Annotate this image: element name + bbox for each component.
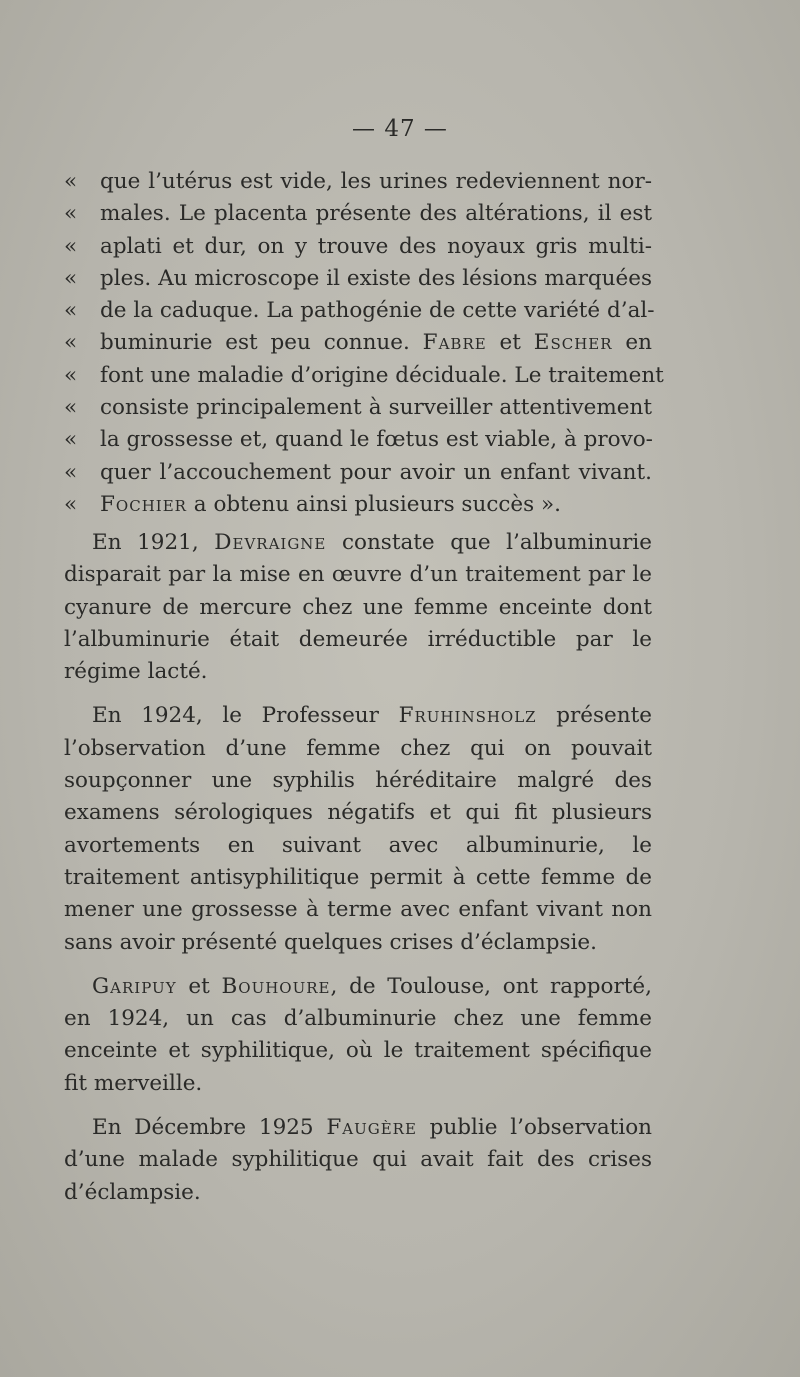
paragraph: Garipuy et Bouhoure, de Toulouse, ont rapporté, en 1924, un cas d’albuminurie chez une femme enceinte et syphilitique, où le traitement spécifique fit merveille. — [64, 973, 652, 1096]
quote-mark: « — [64, 427, 78, 453]
quote-line: « la grossesse et, quand le fœtus est viable, à provo- — [64, 424, 652, 456]
author-name: Faugère — [326, 1115, 417, 1141]
quote-line: « quer l’accouchement pour avoir un enfant vivant. — [64, 457, 652, 489]
quote-line: « consiste principalement à surveiller attentivement — [64, 392, 652, 424]
quote-line: « font une maladie d’origine déciduale. Le traitement — [64, 360, 652, 392]
paragraph: En 1921, Devraigne constate que l’albuminurie disparait par la mise en œuvre d’un traitement par le cyanure de mercure chez une femme enceinte dont l’albuminurie était demeurée irréductible par le régime lacté. — [64, 530, 652, 685]
quote-mark: « — [64, 459, 78, 485]
paragraph: En 1924, le Professeur Fruhinsholz présente l’observation d’une femme chez qui on pouvait soupçonner une syphilis héréditaire malgré des examens sérologiques négatifs et qui fit plusieurs avortements en suivant avec albuminurie, le traitement antisyphilitique permit à cette femme de mener une grossesse à terme avec enfant vivant non sans avoir présenté quelques crises d’éclampsie. — [64, 703, 652, 955]
quote-mark: « — [64, 265, 78, 291]
author-name: Escher — [533, 330, 613, 356]
quote-mark: « — [64, 169, 78, 194]
paragraph: En Décembre 1925 Faugère publie l’observation d’une malade syphilitique qui avait fait des crises d’éclampsie. — [64, 1115, 652, 1205]
author-name: Fochier — [100, 491, 187, 517]
quote-mark: « — [64, 201, 78, 227]
quote-line: « ples. Au microscope il existe des lésions marquées — [64, 263, 652, 295]
quote-mark: « — [64, 330, 78, 356]
quote-line: « buminurie est peu connue. Fabre et Escher en — [64, 327, 652, 359]
author-name: Fruhinsholz — [398, 703, 537, 729]
quote-mark: « — [64, 233, 78, 259]
author-name: Devraigne — [214, 530, 327, 555]
quote-mark: « — [64, 298, 78, 324]
quote-line: « aplati et dur, on y trouve des noyaux gris multi- — [64, 231, 652, 263]
quotation-block — [64, 166, 664, 521]
quote-line: « Fochier a obtenu ainsi plusieurs succès ». — [64, 489, 652, 521]
author-name: Garipuy — [92, 973, 177, 999]
author-name: Bouhoure — [221, 973, 331, 999]
quote-mark: « — [64, 362, 78, 388]
quote-line: « de la caduque. La pathogénie de cette variété d’al- — [64, 295, 652, 327]
quote-line: « males. Le placenta présente des altérations, il est — [64, 198, 652, 230]
quote-mark: « — [64, 491, 78, 517]
body-text — [64, 527, 652, 1221]
page-number: — 47 — — [352, 116, 448, 142]
quote-mark: « — [64, 395, 78, 421]
quote-line: « que l’utérus est vide, les urines redeviennent nor- — [64, 166, 652, 198]
author-name: Fabre — [422, 330, 487, 356]
